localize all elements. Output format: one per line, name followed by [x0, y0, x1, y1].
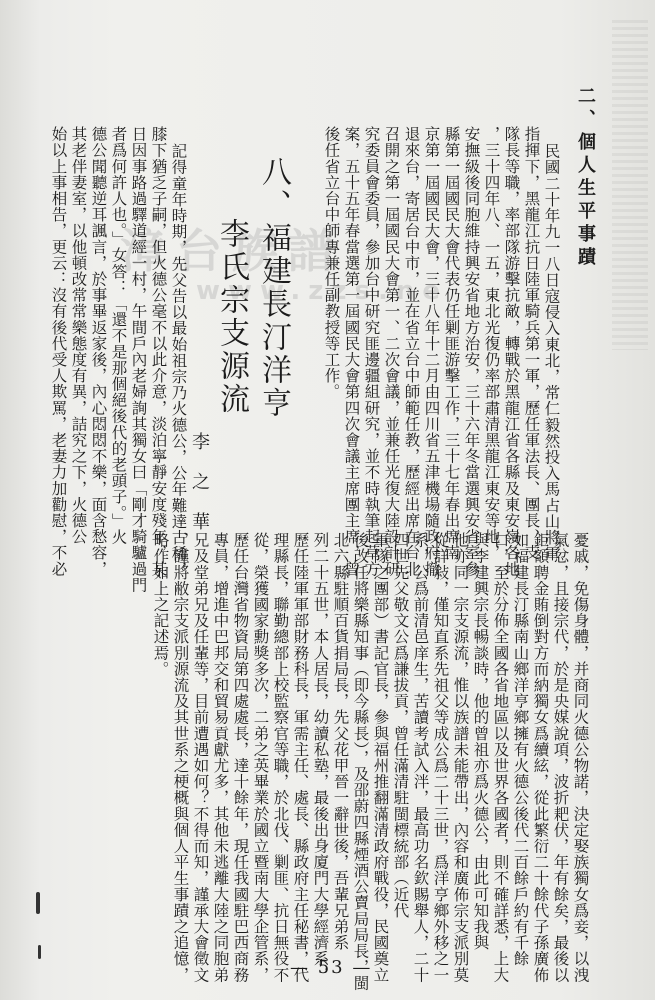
paragraph-3-line: 列二十五世，本人居長，幼讀私塾，最後出身廈門大學經濟系， — [311, 532, 330, 983]
section-heading: 二、個人生平事蹟 — [575, 86, 596, 270]
paragraph-1-line: 指揮下，黑龍江抗日陸軍騎兵第一軍，歷任軍法長、團長、支 — [522, 126, 541, 561]
paragraph-3-line: 歷任陸軍軍部財務科長，軍需主任、處長、縣政府主任秘書，代 — [291, 532, 310, 983]
page-number: — 53 — — [290, 957, 373, 978]
paragraph-3-line: 兄及堂弟兄及任輩等，目前遭遇如何？不得而知，謹承大會徵文 — [191, 532, 210, 983]
paragraph-3-line: 理縣長，聯勤總部上校監察官等職，於北伐、剿匪、抗日無役不 — [271, 532, 290, 983]
paragraph-2-line: 膝下猶乏子嗣，但火德公毫不以此介意，淡泊寧靜安度殘年，某 — [149, 126, 168, 577]
paragraph-1-line: 京第一屆國民大會，三十八年十二月由四川省五津機場隨政府撤 — [422, 126, 441, 577]
paragraph-3-line: 專員，增進中巴邦交和貿易貢獻尤多，其他未逃離大陸之同胞弟 — [211, 532, 230, 983]
paragraph-1-line: ，三十四年八、一五，東北光復仍率部肅清黑龍江東安等地， — [482, 126, 501, 561]
bleed-through-text — [612, 20, 648, 350]
paragraph-2-line: 記得童年時期，先父告以最始祖宗乃火德公，公年難達古稀， — [169, 143, 188, 578]
paragraph-1-line: 案，五十五年春當選第一屆國民大會第四次會議主席團主席，曾 — [342, 126, 361, 577]
paragraph-2-line: 日因事路過驛道經一村，午間戶內老婦詢其獨女曰「剛才騎驢過門 — [129, 126, 148, 593]
paragraph-3-line: 從詳敍，僅知直系先祖父等成公爲二十三世，爲洋亨鄉外移之一 — [431, 532, 450, 983]
paragraph-1-line: 縣第一屆國民大會代表仍任剿匪游擊工作，三十七年春出席南 — [442, 126, 461, 561]
author-name: 李之華 — [189, 432, 210, 552]
paragraph-1-line: 民國二十年九一八日寇侵入東北，常仁毅然投入馬占山將軍 — [542, 143, 561, 562]
scan-mark — [38, 945, 41, 959]
paragraph-3-line: 四世先父敬文公爲謙拔貢，曾任滿清駐閩標統部（近代 — [391, 532, 410, 919]
paragraph-1-line: 隊長等職，率部隊游擊抗敵，轉戰於黑龍江省各縣及東安嶺各地 — [502, 126, 521, 577]
paragraph-3-line: 略作如上之記述焉。 — [151, 532, 170, 677]
paragraph-2-line: 始以上事相告，更云：沒有後代受人欺罵，老妻力加勸慰，不必 — [49, 126, 68, 577]
paragraph-3-line: 系，公爲前清邑庠生，苦讀考試入泮，最高功名欽賜舉人，二十 — [411, 532, 430, 983]
paragraph-1-line: 召開之第一屆國民大會第一、二次會議，並兼任光復大陸設計研 — [382, 126, 401, 577]
paragraph-3-line: 從，榮獲國家勳獎多次，二弟之英畢業於國立暨南大學企管系， — [251, 532, 270, 983]
watermark-url: www.zzs.ne — [196, 276, 449, 306]
paragraph-3-line: ，謹將敝宗支派別源流及其世系之梗概與個人平生事蹟之追憶， — [171, 532, 190, 983]
paragraph-1-line: 安撫級後同胞維持興安省地方治安，三十六年冬當選興安省室參 — [462, 126, 481, 577]
paragraph-3-line: 後改任將樂縣知事（即今縣長），及邵蔚四縣煙酒公賣局局長，閩 — [351, 532, 370, 992]
article-title-line-1: 八、福建長汀洋亨 — [256, 156, 291, 420]
paragraph-3-line: 北六縣駐順百貨捐局長，先父花甲晉一辭世後，吾輩兄弟系 — [331, 532, 350, 951]
paragraph-3-line: 氣忿，且接宗代，於是央媒說項，波折耙伏，年有餘矣，最後以 — [551, 532, 570, 983]
article-title-line-2: 李氏宗支源流 — [214, 218, 249, 416]
paragraph-3-line: 他亦同一宗支源流，惟以族譜未能帶出，內容和廣佈宗支派別莫 — [451, 532, 470, 983]
paragraph-3-line: 鉅額聘金賄倒對方而納獨女爲續絃，從此繁衍二十餘代子孫廣佈 — [531, 532, 550, 983]
paragraph-3-line: 如福建長汀縣南山鄉洋亨鄉擁有火德公後代二百餘戶約有千餘 — [511, 532, 530, 967]
paragraph-2-line: 德公聞聽逆耳諷言，於事畢返家後，內心悶悶不樂，面含愁容， — [89, 126, 108, 577]
paragraph-1-line: 退來台，寄居台中市，並在省立台中師範任教，歷經出席在台北 — [402, 126, 421, 577]
paragraph-3-line: 軍隊之團部）書記官長，參與福州推翻滿清政府戰役，民國奠立 — [371, 532, 390, 983]
paragraph-1-line: 究委員會委員，參加台中研究匪邊疆組研究，並不時執筆起草方 — [362, 126, 381, 577]
scan-mark — [36, 892, 40, 914]
paragraph-3-line: 憂戚，免傷身體，并商同火德公物諾，決定娶族獨女爲妾，以洩 — [571, 532, 590, 983]
paragraph-1-line: 後任省立台中師專兼任副教授等工作。 — [322, 126, 341, 400]
paragraph-3-line: 歷任台灣省物資局第四處處長，達十餘年，現任我國駐巴西商務 — [231, 532, 250, 983]
paragraph-2-line: 者爲何許人也。」女答：「還不是那個絕後代的老頭子。」火 — [109, 126, 128, 546]
paragraph-3-line: 與李建興宗長暢談時，他的曾祖亦爲火德公，由此可知我與 — [471, 532, 490, 951]
watermark-text: 漳台族譜 — [120, 224, 344, 278]
paragraph-2-line: 其老伴妻室，以他頓改常常樂態度有異，詰究之下，火德公 — [69, 126, 88, 545]
paragraph-3-line: 口，至於分佈全國各省地區以及世界各國者，則不確詳悉，上大 — [491, 532, 510, 983]
